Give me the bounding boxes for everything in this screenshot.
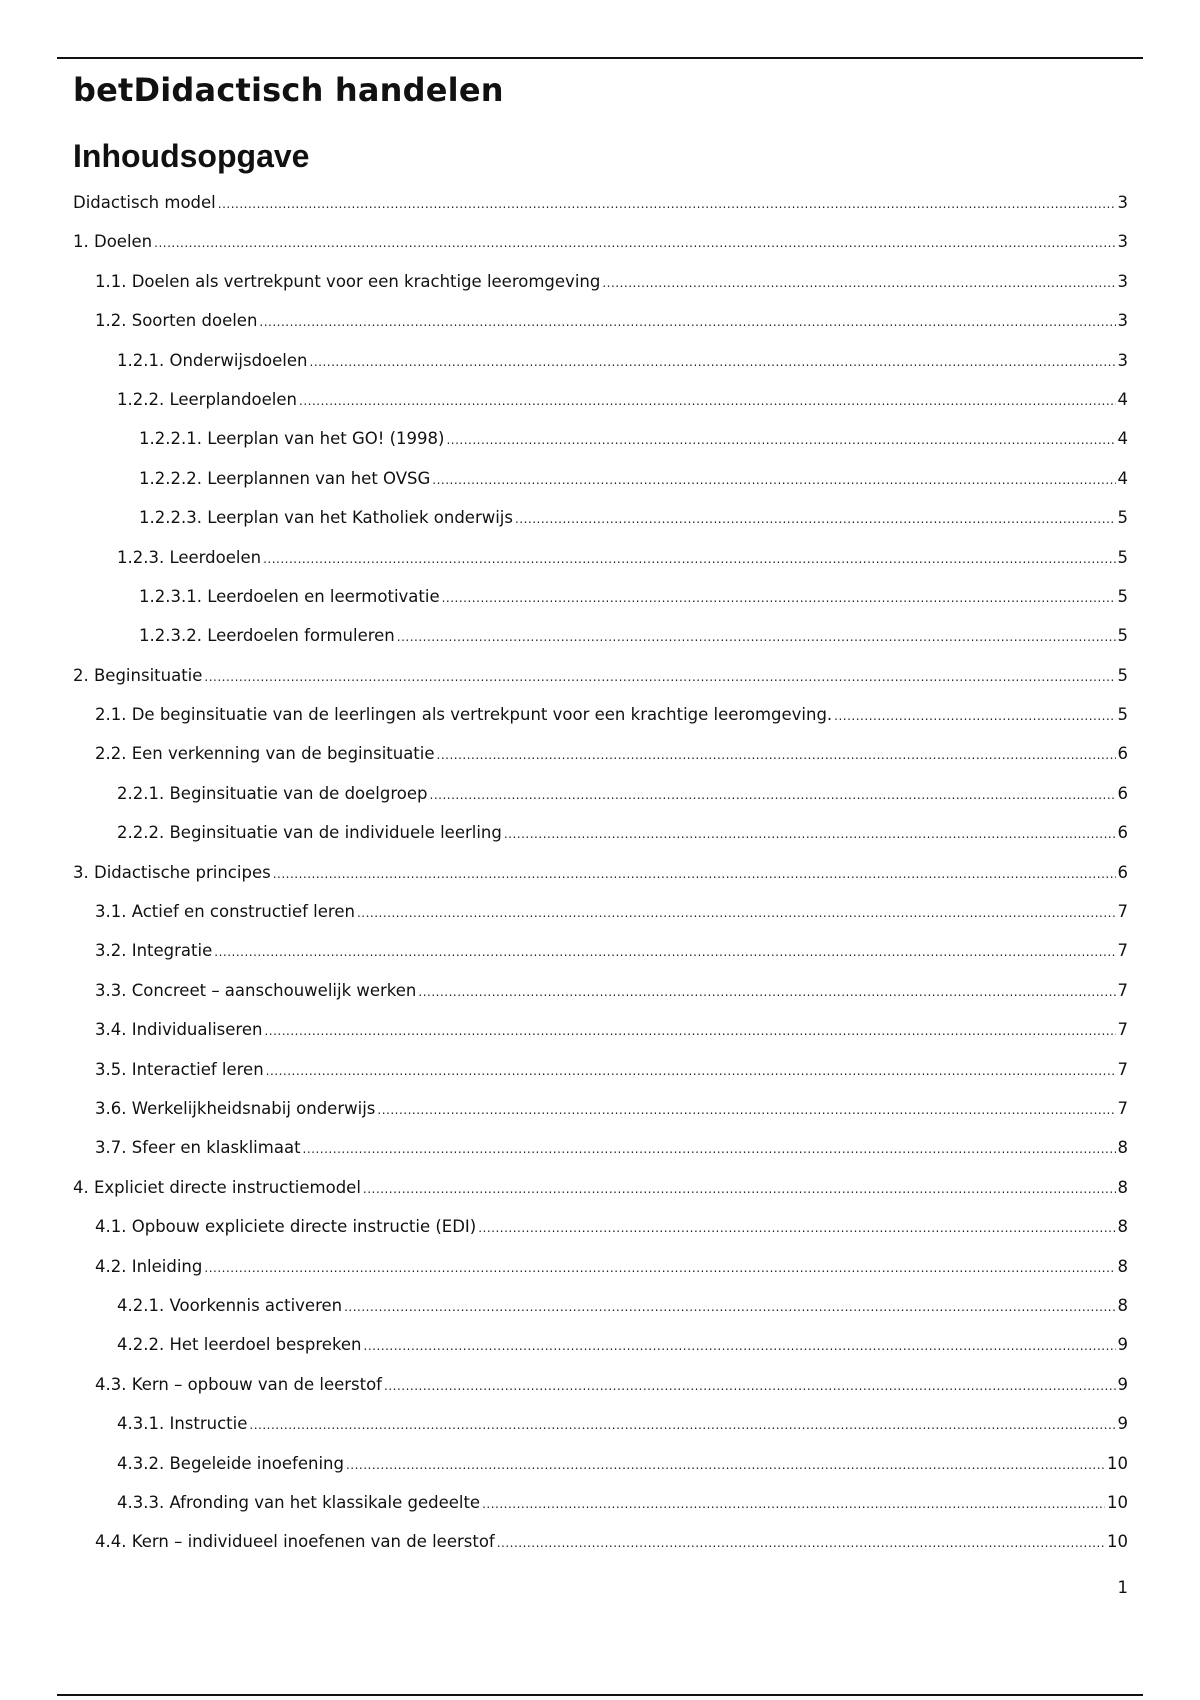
toc-dot-leader — [377, 1091, 1115, 1130]
toc-dot-leader — [263, 540, 1115, 579]
toc-entry-title: 2.1. De beginsituatie van de leerlingen als vertrekpunt voor een krachtige leeromgeving. — [95, 705, 833, 725]
toc-dot-leader — [515, 500, 1116, 539]
toc-entry-page: 4 — [1117, 468, 1128, 488]
toc-entry-title: 1.2.2.3. Leerplan van het Katholiek onderwijs — [139, 508, 513, 528]
toc-entry-title: 4.1. Opbouw expliciete directe instructie (EDI) — [95, 1217, 477, 1237]
toc-dot-leader — [504, 815, 1116, 854]
toc-entry[interactable] — [73, 1365, 1128, 1404]
toc-entry-title: 4.4. Kern – individueel inoefenen van de leerstof — [95, 1532, 495, 1552]
toc-entry[interactable] — [73, 1444, 1128, 1483]
toc-entry-page: 7 — [1117, 980, 1128, 1000]
bottom-rule — [57, 1694, 1143, 1696]
toc-entry-title: 3. Didactische principes — [73, 862, 271, 882]
toc-entry-title: 1.2.3.1. Leerdoelen en leermotivatie — [139, 586, 440, 606]
toc-entry[interactable] — [73, 1128, 1128, 1167]
toc-dot-leader — [478, 1209, 1115, 1248]
toc-entry[interactable] — [73, 222, 1128, 261]
toc-entry-title: 1.1. Doelen als vertrekpunt voor een krachtige leeromgeving — [95, 271, 601, 291]
toc-entry[interactable] — [73, 1325, 1128, 1364]
toc-dot-leader — [397, 618, 1116, 657]
toc-entry[interactable] — [73, 774, 1128, 813]
toc-entry[interactable] — [73, 813, 1128, 852]
toc-entry-page: 7 — [1117, 1059, 1128, 1079]
toc-entry-page: 3 — [1117, 271, 1128, 291]
toc-entry-title: 1.2.1. Onderwijsdoelen — [117, 350, 308, 370]
toc-dot-leader — [273, 855, 1116, 894]
toc-dot-leader — [364, 1327, 1116, 1366]
toc-entry-title: 2.2.2. Beginsituatie van de individuele leerling — [117, 823, 502, 843]
toc-dot-leader — [259, 303, 1115, 342]
toc-entry-page: 8 — [1117, 1295, 1128, 1315]
toc-entry-title: 2.2. Een verkenning van de beginsituatie — [95, 744, 435, 764]
toc-dot-leader — [218, 185, 1116, 224]
toc-entry[interactable] — [73, 734, 1128, 773]
toc-entry-title: 3.2. Integratie — [95, 941, 213, 961]
top-rule — [57, 57, 1143, 59]
toc-entry-title: 4.3.3. Afronding van het klassikale gedeelte — [117, 1492, 481, 1512]
toc-entry[interactable] — [73, 971, 1128, 1010]
toc-entry-page: 4 — [1117, 389, 1128, 409]
toc-dot-leader — [264, 1012, 1115, 1051]
toc-entry-page: 5 — [1117, 626, 1128, 646]
toc-entry[interactable] — [73, 538, 1128, 577]
toc-entry-page: 10 — [1107, 1492, 1128, 1512]
toc-dot-leader — [299, 382, 1115, 421]
toc-entry[interactable] — [73, 1050, 1128, 1089]
toc-dot-leader — [442, 579, 1116, 618]
toc-entry[interactable] — [73, 1247, 1128, 1286]
toc-entry-page: 6 — [1117, 862, 1128, 882]
toc-entry[interactable] — [73, 577, 1128, 616]
toc-dot-leader — [437, 736, 1116, 775]
toc-entry[interactable] — [73, 1168, 1128, 1207]
toc-entry-title: 3.5. Interactief leren — [95, 1059, 264, 1079]
toc-entry[interactable] — [73, 931, 1128, 970]
toc-entry-page: 3 — [1117, 232, 1128, 252]
page-number: 1 — [1117, 1578, 1128, 1597]
toc-dot-leader — [249, 1406, 1115, 1445]
toc-entry-title: 2. Beginsituatie — [73, 665, 203, 685]
toc-dot-leader — [266, 1052, 1116, 1091]
toc-entry[interactable] — [73, 498, 1128, 537]
toc-entry[interactable] — [73, 1404, 1128, 1443]
toc-entry-title: 1.2.3. Leerdoelen — [117, 547, 262, 567]
toc-dot-leader — [357, 894, 1116, 933]
toc-entry-page: 5 — [1117, 705, 1128, 725]
toc-entry[interactable] — [73, 459, 1128, 498]
toc-dot-leader — [303, 1130, 1116, 1169]
toc-dot-leader — [154, 224, 1115, 263]
toc-entry-title: 4. Expliciet directe instructiemodel — [73, 1177, 361, 1197]
toc-dot-leader — [432, 461, 1115, 500]
toc-entry-page: 10 — [1107, 1532, 1128, 1552]
toc-entry[interactable] — [73, 1010, 1128, 1049]
toc-entry-page: 8 — [1117, 1256, 1128, 1276]
toc-entry-page: 6 — [1117, 744, 1128, 764]
toc-entry-title: 3.4. Individualiseren — [95, 1020, 263, 1040]
toc-entry-page: 10 — [1107, 1453, 1128, 1473]
toc-entry-title: 4.3.1. Instructie — [117, 1414, 248, 1434]
toc-entry[interactable] — [73, 1522, 1128, 1561]
toc-entry-title: 1.2.2. Leerplandoelen — [117, 389, 298, 409]
toc-entry-title: 4.2.2. Het leerdoel bespreken — [117, 1335, 362, 1355]
toc-dot-leader — [497, 1524, 1105, 1563]
toc-entry-title: 3.6. Werkelijkheidsnabij onderwijs — [95, 1098, 376, 1118]
toc-entry-title: 4.3.2. Begeleide inoefening — [117, 1453, 344, 1473]
toc-dot-leader — [430, 776, 1116, 815]
toc-entry[interactable] — [73, 419, 1128, 458]
toc-entry[interactable] — [73, 301, 1128, 340]
document-title: betDidactisch handelen — [73, 71, 504, 109]
toc-entry-page: 5 — [1117, 586, 1128, 606]
toc-heading: Inhoudsopgave — [73, 138, 310, 174]
toc-entry-title: 4.2.1. Voorkennis activeren — [117, 1295, 343, 1315]
toc-entry-page: 3 — [1117, 350, 1128, 370]
toc-dot-leader — [363, 1170, 1116, 1209]
toc-entry-title: 4.2. Inleiding — [95, 1256, 203, 1276]
table-of-contents — [73, 183, 1128, 1562]
toc-dot-leader — [602, 264, 1115, 303]
toc-entry-page: 7 — [1117, 902, 1128, 922]
toc-entry-page: 7 — [1117, 1098, 1128, 1118]
toc-dot-leader — [834, 697, 1115, 736]
toc-entry-title: 1.2.2.1. Leerplan van het GO! (1998) — [139, 429, 445, 449]
toc-entry-page: 4 — [1117, 429, 1128, 449]
toc-entry-page: 3 — [1117, 193, 1128, 212]
toc-entry-title: 3.1. Actief en constructief leren — [95, 902, 355, 922]
toc-dot-leader — [204, 1249, 1115, 1288]
toc-entry-page: 6 — [1117, 823, 1128, 843]
toc-entry-title: 2.2.1. Beginsituatie van de doelgroep — [117, 783, 428, 803]
toc-dot-leader — [418, 973, 1115, 1012]
toc-dot-leader — [384, 1367, 1116, 1406]
toc-entry-page: 5 — [1117, 665, 1128, 685]
toc-entry[interactable] — [73, 1483, 1128, 1522]
toc-entry[interactable] — [73, 183, 1128, 222]
toc-entry[interactable] — [73, 380, 1128, 419]
toc-dot-leader — [310, 343, 1116, 382]
toc-entry-title: 1.2. Soorten doelen — [95, 311, 258, 331]
toc-dot-leader — [446, 421, 1115, 460]
toc-entry-page: 8 — [1117, 1138, 1128, 1158]
toc-entry-page: 7 — [1117, 1020, 1128, 1040]
toc-entry-title: 1.2.2.2. Leerplannen van het OVSG — [139, 468, 431, 488]
toc-entry[interactable] — [73, 1207, 1128, 1246]
toc-dot-leader — [214, 933, 1115, 972]
toc-entry[interactable] — [73, 1286, 1128, 1325]
toc-entry-page: 8 — [1117, 1177, 1128, 1197]
toc-entry-page: 3 — [1117, 311, 1128, 331]
toc-entry[interactable] — [73, 853, 1128, 892]
toc-entry-title: 1. Doelen — [73, 232, 153, 252]
toc-entry-page: 6 — [1117, 783, 1128, 803]
toc-dot-leader — [482, 1485, 1105, 1524]
toc-entry-title: Didactisch model — [73, 193, 216, 212]
toc-entry-page: 5 — [1117, 547, 1128, 567]
toc-entry[interactable] — [73, 616, 1128, 655]
toc-entry-page: 5 — [1117, 508, 1128, 528]
toc-entry[interactable] — [73, 892, 1128, 931]
toc-entry[interactable] — [73, 656, 1128, 695]
toc-entry-page: 8 — [1117, 1217, 1128, 1237]
toc-entry[interactable] — [73, 695, 1128, 734]
toc-entry-title: 3.7. Sfeer en klasklimaat — [95, 1138, 301, 1158]
toc-entry[interactable] — [73, 1089, 1128, 1128]
toc-entry-page: 9 — [1117, 1335, 1128, 1355]
toc-entry[interactable] — [73, 341, 1128, 380]
toc-entry-page: 7 — [1117, 941, 1128, 961]
toc-entry-page: 9 — [1117, 1374, 1128, 1394]
toc-dot-leader — [346, 1446, 1105, 1485]
toc-entry-title: 1.2.3.2. Leerdoelen formuleren — [139, 626, 395, 646]
toc-entry-title: 3.3. Concreet – aanschouwelijk werken — [95, 980, 417, 1000]
toc-entry-title: 4.3. Kern – opbouw van de leerstof — [95, 1374, 382, 1394]
toc-entry[interactable] — [73, 262, 1128, 301]
toc-entry-page: 9 — [1117, 1414, 1128, 1434]
toc-dot-leader — [204, 658, 1115, 697]
toc-dot-leader — [344, 1288, 1115, 1327]
